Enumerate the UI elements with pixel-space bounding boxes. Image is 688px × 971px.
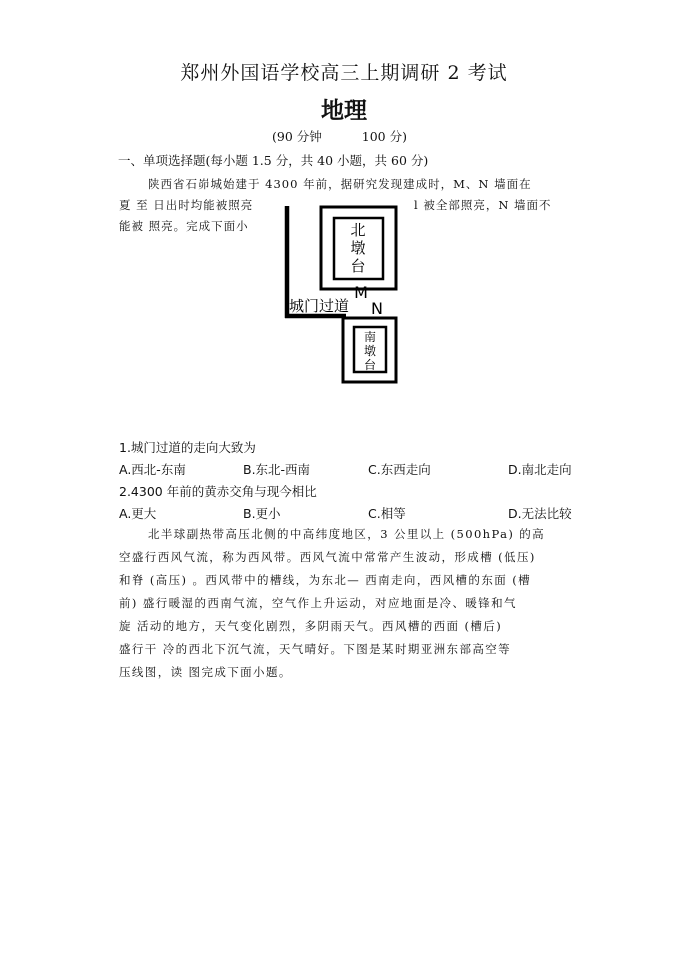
question-2-option-d: D.无法比较 bbox=[508, 506, 572, 521]
passage2-line-4: 前) 盛行暖湿的西南气流，空气作上升运动，对应地面是冷、暖锋和气 bbox=[119, 596, 517, 610]
question-1-option-c: C.东西走向 bbox=[368, 462, 431, 477]
passage2-line-6: 盛行干 冷的西北下沉气流，天气晴好。下图是某时期亚洲东部高空等 bbox=[119, 642, 512, 656]
question-2-option-a: A.更大 bbox=[119, 506, 157, 521]
north-tower-char-3: 台 bbox=[350, 257, 366, 275]
question-2-option-c: C.相等 bbox=[368, 506, 406, 521]
city-gate-diagram bbox=[280, 202, 420, 387]
exam-title: 郑州外国语学校高三上期调研 2 考试 bbox=[180, 62, 508, 84]
question-2-option-b: B.更小 bbox=[243, 506, 281, 521]
question-1-option-b: B.东北-西南 bbox=[243, 462, 311, 477]
question-1-option-a: A.西北-东南 bbox=[119, 462, 186, 477]
south-tower-char-2: 墩 bbox=[363, 344, 377, 358]
question-1-option-d: D.南北走向 bbox=[508, 462, 572, 477]
passage2-line-2: 空盛行西风气流，称为西风带。西风气流中常常产生波动，形成槽 (低压) bbox=[119, 550, 536, 564]
south-tower-char-1: 南 bbox=[363, 330, 377, 344]
passage2-line-1: 北半球副热带高压北侧的中高纬度地区，3 公里以上 (500hPa) 的高 bbox=[148, 527, 546, 541]
gate-passage-label: 城门过道 bbox=[289, 297, 350, 315]
south-tower-char-3: 台 bbox=[363, 358, 377, 372]
north-tower-char-1: 北 bbox=[350, 221, 366, 239]
passage2-line-5: 旋 活动的地方，天气变化剧烈，多阴雨天气。西风槽的西面 (槽后) bbox=[119, 619, 503, 633]
question-2-stem: 2.4300 年前的黄赤交角与现今相比 bbox=[119, 484, 317, 499]
passage1-line3: 能被 照亮。完成下面小 bbox=[119, 219, 249, 233]
exam-score: 100 分) bbox=[361, 129, 407, 144]
passage1-line2-right: l 被全部照亮，N 墙面不 bbox=[414, 198, 552, 212]
passage2-line-3: 和脊 (高压) 。西风带中的槽线，为东北— 西南走向，西风槽的东面 (槽 bbox=[119, 573, 531, 587]
question-1-stem: 1.城门过道的走向大致为 bbox=[119, 440, 256, 455]
exam-time: (90 分钟 bbox=[272, 129, 322, 144]
m-wall-label: M bbox=[354, 283, 368, 302]
n-wall-label: N bbox=[371, 299, 383, 318]
subject-title: 地理 bbox=[321, 97, 367, 124]
passage1-line2-left: 夏 至 日出时均能被照亮 bbox=[119, 198, 254, 212]
passage1-line1: 陕西省石峁城始建于 4300 年前，据研究发现建成时，M、N 墙面在 bbox=[148, 177, 532, 191]
exam-meta bbox=[272, 127, 407, 145]
north-tower-char-2: 墩 bbox=[350, 239, 366, 257]
section-heading: 一、单项选择题(每小题 1.5 分，共 40 小题，共 60 分) bbox=[118, 153, 429, 168]
passage2-line-7: 压线图，读 图完成下面小题。 bbox=[119, 665, 292, 679]
